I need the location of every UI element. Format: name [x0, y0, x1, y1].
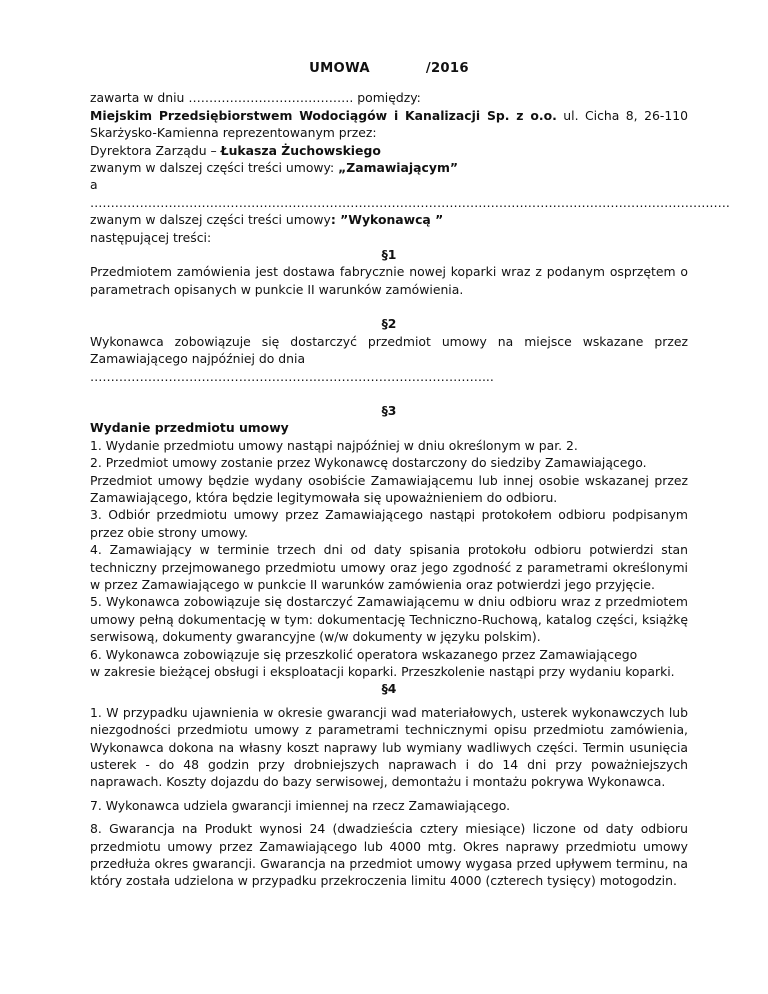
- contractor-name: : ”Wykonawcą ”: [330, 212, 444, 228]
- intro-ordering-line: [90, 159, 688, 176]
- section-3: [90, 402, 688, 681]
- section-3-point-2-continued: Przedmiot umowy będzie wydany osobiście Zamawiającemu lub innej osobie wskazanej przez Zamawiającego, która będzie legitymowała się upoważnieniem do odbioru.: [90, 472, 688, 505]
- section-3-point-2: 2. Przedmiot umowy zostanie przez Wykonawcę dostarczony do siedziby Zamawiającego.: [90, 455, 647, 471]
- section-4-mark: §4: [381, 681, 397, 697]
- contractor-prefix: zwanym w dalszej części treści umowy: [90, 212, 331, 228]
- intro-party-a-line: a …………………………………………………………………………………………………………………………………….….: [90, 177, 730, 210]
- director-prefix: Dyrektora Zarządu –: [90, 142, 221, 158]
- section-3-mark: §3: [381, 402, 397, 418]
- intro-block: [90, 89, 730, 246]
- section-4-point-1: 1. W przypadku ujawnienia w okresie gwarancji wad materiałowych, usterek wykonawczych lub niezgodności przedmiotu umowy z parametrami technicznymi opisu przedmiotu zamówienia, Wykonawca dokona na własny koszt naprawy lub wymiany wadliwych części. Termin usunięcia usterek - do 48 godzin przy drobniejszych naprawach i do 14 dni przy poważniejszych naprawach. Koszty dojazdu do bazy serwisowej, demontażu i montażu pokrywa Wykonawca.: [90, 704, 688, 790]
- intro-city-line: Skarżysko-Kamienna reprezentowanym przez:: [90, 125, 377, 141]
- intro-director-line: [90, 142, 688, 159]
- intro-contractor-line: [90, 211, 688, 228]
- section-3-point-1: 1. Wydanie przedmiotu umowy nastąpi najpóźniej w dniu określonym w par. 2.: [90, 437, 578, 453]
- intro-company-line: [90, 107, 688, 124]
- section-1-mark: §1: [381, 247, 397, 263]
- company-name: Miejskim Przedsiębiorstwem Wodociągów i Kanalizacji Sp. z o.o.: [90, 107, 557, 123]
- section-2-line-1: Wykonawca zobowiązuje się dostarczyć przedmiot umowy na miejsce wskazane przez: [90, 333, 688, 349]
- section-4: [90, 680, 688, 889]
- section-4-point-8: 8. Gwarancja na Produkt wynosi 24 (dwadzieścia cztery miesiące) liczone od daty odbioru przedmiotu umowy przez Zamawiającego lub 4000 mtg. Okres naprawy przedmiotu umowy przedłuża okres gwarancji. Gwarancja na przedmiot umowy wygasa przed upływem terminu, na który została udzielona w przypadku przekroczenia limitu 4000 (czterech tysięcy) motogodzin.: [90, 821, 688, 889]
- section-2-line-2: Zamawiającego najpóźniej do dnia ………………………………………………..…………………………………...: [90, 351, 494, 384]
- ordering-party-name: „Zamawiającym”: [338, 160, 458, 176]
- section-1-text: Przedmiotem zamówienia jest dostawa fabrycznie nowej koparki wraz z podanym osprzętem o parametrach opisanych w punkcie II warunków zamówienia.: [90, 264, 688, 297]
- section-4-point-7: 7. Wykonawca udziela gwarancji imiennej na rzecz Zamawiającego.: [90, 797, 511, 813]
- director-name: Łukasza Żuchowskiego: [220, 142, 381, 158]
- document-title: [90, 60, 688, 77]
- section-3-point-6-rest: w zakresie bieżącej obsługi i eksploatacji koparki. Przeszkolenie nastąpi przy wydaniu koparki.: [90, 664, 675, 679]
- section-2-mark: §2: [381, 316, 397, 332]
- section-3-point-5: 5. Wykonawca zobowiązuje się dostarczyć Zamawiającemu w dniu odbioru wraz z przedmiotem umowy pełną dokumentację w tym: dokumentację Techniczno-Ruchową, katalog części, książkę serwisową, dokumenty gwarancyjne (w/w dokumenty w języku polskim).: [90, 594, 688, 645]
- contract-document: [90, 60, 730, 890]
- section-3-heading: Wydanie przedmiotu umowy: [90, 420, 289, 436]
- contract-number: /2016: [425, 61, 469, 76]
- section-3-point-6-line-1: 6. Wykonawca zobowiązuje się przeszkolić operatora wskazanego przez Zamawiającego: [90, 646, 638, 662]
- section-3-point-4: 4. Zamawiający w terminie trzech dni od daty spisania protokołu odbioru potwierdzi stan techniczny przejmowanego przedmiotu umowy oraz jego zgodność z parametrami określonymi w przez Zamawiającego w punkcie II warunków zamówienia oraz potwierdzi jego przyjęcie.: [90, 542, 688, 592]
- section-2: [90, 315, 688, 385]
- section-1: [90, 246, 688, 298]
- title-label: UMOWA: [309, 61, 370, 76]
- intro-date-line: zawarta w dniu …………………………………. pomiędzy:: [90, 90, 421, 106]
- ordering-prefix: zwanym w dalszej części treści umowy:: [90, 160, 339, 176]
- intro-following-line: następującej treści:: [90, 229, 212, 245]
- section-3-point-3: 3. Odbiór przedmiotu umowy przez Zamawiającego nastąpi protokołem odbioru podpisanym przez obie strony umowy.: [90, 507, 688, 540]
- company-address: ul. Cicha 8, 26-110: [556, 107, 688, 123]
